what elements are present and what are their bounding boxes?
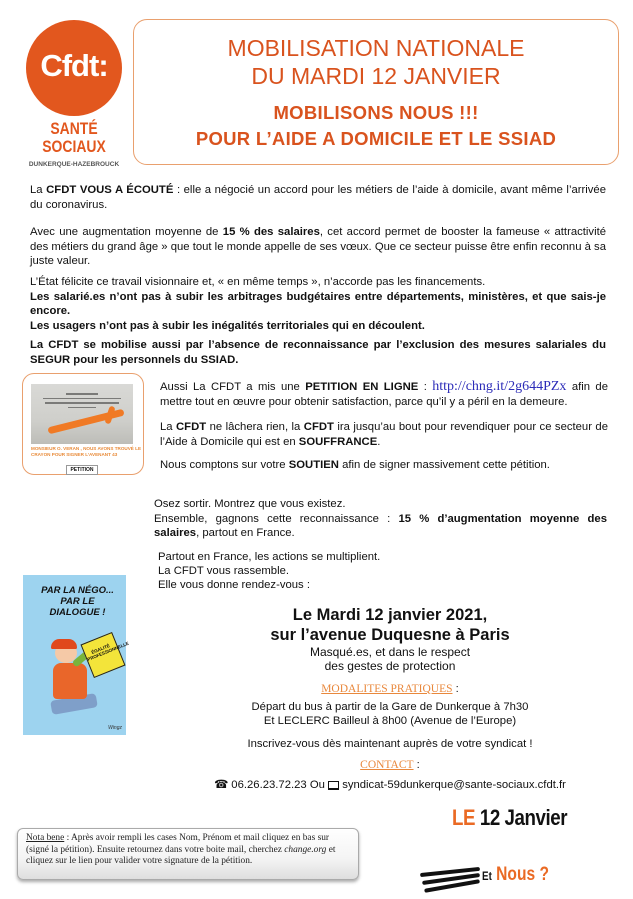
text-line: La CFDT vous rassemble. xyxy=(158,565,290,577)
bold-text: 15 % des salaires xyxy=(222,226,320,238)
logo-line2: SOCIAUX xyxy=(42,137,106,156)
text: Avec une augmentation moyenne de xyxy=(30,226,223,238)
modalites-link[interactable]: MODALITES PRATIQUES xyxy=(321,683,453,695)
text-line: L’État félicite ce travail visionnaire et, « en même temps », n’accorde pas les financements. xyxy=(30,276,486,288)
et-text: Et xyxy=(482,869,492,883)
text: , partout en France. xyxy=(196,527,295,539)
et-nous-text xyxy=(482,864,549,886)
nota-bene-box xyxy=(17,828,359,880)
email-address[interactable]: syndicat-59dunkerque@sante-sociaux.cfdt.fr xyxy=(342,779,566,791)
contact-section xyxy=(150,758,630,792)
phone-icon: ☎ xyxy=(214,779,229,791)
phone-number[interactable]: 06.26.23.72.23 xyxy=(231,779,307,791)
bus-departure-1: Départ du bus à partir de la Gare de Dunkerque à 7h30 xyxy=(251,701,529,713)
contact-link[interactable]: CONTACT xyxy=(360,759,414,771)
text: Ou xyxy=(309,779,325,791)
cartoon-bubble: PAR LA NÉGO... PAR LE DIALOGUE ! xyxy=(41,585,114,618)
nota-label: Nota bene xyxy=(26,833,65,843)
event-date: Le Mardi 12 janvier 2021, xyxy=(292,606,488,624)
text: : elle a négocié un accord pour les métiers de l’aide à domicile, avant même l’arrivée du coronavirus. xyxy=(30,184,606,211)
modalites-heading xyxy=(150,682,630,696)
text: : xyxy=(452,683,459,695)
petition-link[interactable]: http://chng.it/2g644PZx xyxy=(432,379,567,394)
petition-paragraph-3 xyxy=(160,458,608,473)
contact-heading xyxy=(150,758,630,772)
text-line-bold: Les salarié.es n’ont pas à subir les arbitrages budgétaires entre départements, ministères, et que sais-je encore. xyxy=(30,290,606,317)
bold-text: 15 % d’augmentation moyenne des salaires xyxy=(154,512,607,539)
text-line: Partout en France, les actions se multiplient. xyxy=(158,551,381,563)
logo-line1: SANTÉ xyxy=(50,119,98,138)
text: ne lâchera rien, la xyxy=(206,421,304,433)
rendezvous-details xyxy=(150,605,630,673)
nous-text: Nous ? xyxy=(496,864,549,885)
cartoon-illustration xyxy=(23,575,130,735)
bold-text: SOUFFRANCE xyxy=(298,435,378,448)
call-paragraph xyxy=(154,497,607,541)
text-line: Elle vous donne rendez-vous : xyxy=(158,579,310,591)
cartoon-sign: ÉGALITÉ PROFESSIONNELLE xyxy=(80,632,125,678)
paragraph-etat xyxy=(30,275,606,333)
text: : xyxy=(418,381,433,393)
title-line1: MOBILISATION NATIONALE xyxy=(227,35,525,61)
text: Aussi La CFDT a mis une xyxy=(160,381,306,393)
text: . xyxy=(377,435,381,448)
modalites-section xyxy=(150,682,630,751)
bold-text: CFDT VOUS A ÉCOUTÉ xyxy=(46,184,174,196)
text: : Après avoir rempli les cases Nom, Prénom et mail cliquez en bas sur (signé la pétition). Ensuite retournez dans votre boite mail, cherchez xyxy=(26,833,330,855)
event-note: Masqué.es, et dans le respect xyxy=(309,645,471,659)
le-text: LE xyxy=(452,805,476,830)
site-name: change.org xyxy=(284,844,327,855)
petition-paragraph-1 xyxy=(160,380,608,409)
text: : xyxy=(413,759,420,771)
text: Nous comptons sur votre xyxy=(160,459,289,471)
paragraph-segur: La CFDT se mobilise aussi par l’absence de reconnaissance par l’exclusion des mesures salariales du SEGUR pour les personnels du SSIAD. xyxy=(30,339,606,366)
logo-sante-sociaux xyxy=(31,120,116,156)
cfdt-logo xyxy=(22,20,132,170)
subtitle-line1: MOBILISONS NOUS !!! xyxy=(273,102,479,123)
event-note: des gestes de protection xyxy=(324,659,456,673)
date-text: 12 Janvier xyxy=(479,805,568,830)
event-place: sur l’avenue Duquesne à Paris xyxy=(270,626,510,644)
bold-text: SOUTIEN xyxy=(288,459,339,471)
bold-text: PETITION EN LIGNE xyxy=(305,381,419,393)
speed-stripes-icon xyxy=(418,862,486,892)
petition-image-box[interactable] xyxy=(22,373,144,475)
header-box xyxy=(133,19,619,165)
text-line: Osez sortir. Montrez que vous existez. xyxy=(154,498,346,510)
petition-caption: MONSIEUR O. VERAN , NOUS AVONS TROUVÉ LE CRAYON POUR SIGNER L’AVENANT 43 xyxy=(31,446,142,457)
subtitle-line2: POUR L’AIDE A DOMICILE ET LE SSIAD xyxy=(195,128,557,149)
logo-brand: Cfdt: xyxy=(40,48,108,83)
paragraph-augmentation xyxy=(30,225,606,269)
logo-city: DUNKERQUE-HAZEBROUCK xyxy=(28,161,120,168)
text-line-bold: Les usagers n’ont pas à subir les inégalités territoriales qui en découlent. xyxy=(30,319,425,332)
text: ira jusqu’au bout pour revendiquer pour ce secteur de l’Aide à Domicile qui est en xyxy=(160,421,608,448)
text: La xyxy=(160,421,177,433)
crayon-photo xyxy=(31,384,133,444)
text: La xyxy=(30,184,47,196)
text: afin de signer massivement cette pétition. xyxy=(338,459,550,471)
cartoon-signature: Wingz xyxy=(108,725,122,731)
le-12-janvier-badge xyxy=(452,805,567,831)
signup-call: Inscrivez-vous dès maintenant auprès de votre syndicat ! xyxy=(247,738,533,750)
petition-paragraph-2 xyxy=(160,420,608,449)
bold-text: CFDT xyxy=(303,421,334,433)
text: et cliquez sur le lien pour valider votre signature de la pétition. xyxy=(26,844,336,866)
bold-text: CFDT xyxy=(176,421,207,433)
cartoon-person xyxy=(53,663,87,699)
page-subtitle xyxy=(134,100,618,152)
text: Ensemble, gagnons cette reconnaissance : xyxy=(154,512,399,525)
paragraph-ecoute xyxy=(30,183,606,212)
bus-departure-2: Et LECLERC Bailleul à 8h00 (Avenue de l’Europe) xyxy=(263,715,517,727)
text: afin de mettre tout en œuvre pour obtenir satisfaction, parce qu’il y a péril en la demeure. xyxy=(160,381,608,408)
page-title xyxy=(134,34,618,90)
rendezvous-intro xyxy=(158,550,380,592)
petition-button[interactable]: PETITION xyxy=(66,465,98,475)
computer-icon xyxy=(328,781,339,790)
text: , cet accord permet de booster la fameuse « attractivité des métiers du grand âge » que tout le monde appelle de ses vœux. Que ce secteur puisse être enfin reconnu à sa juste valeur. xyxy=(30,226,606,267)
contact-line xyxy=(150,778,630,792)
text-line xyxy=(154,512,607,541)
title-line2: DU MARDI 12 JANVIER xyxy=(251,63,501,89)
